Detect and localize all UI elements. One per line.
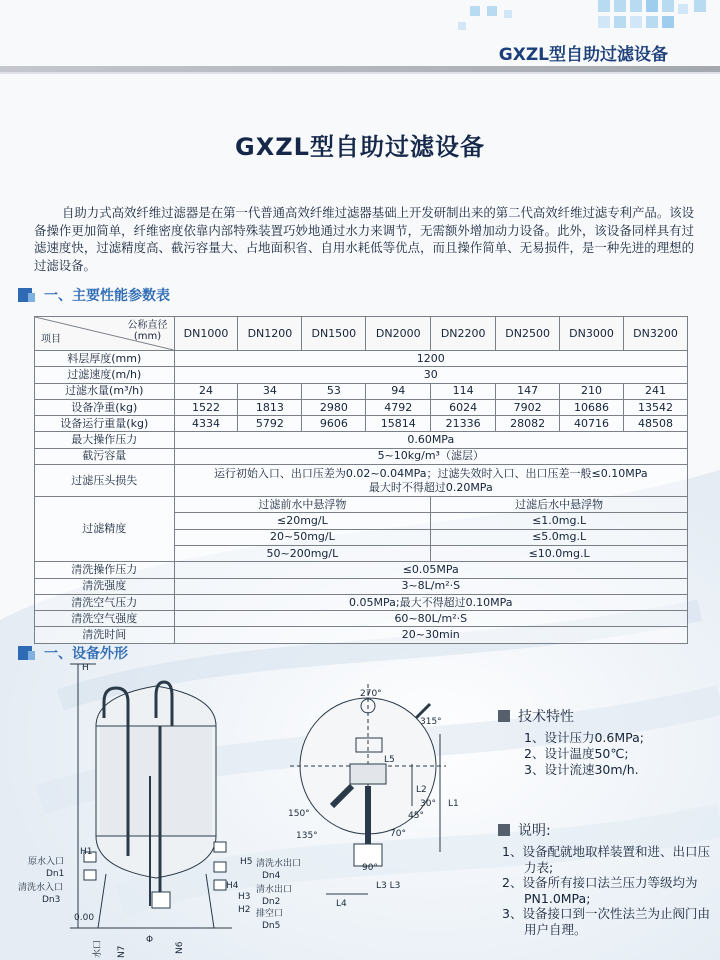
header-rule-light: [0, 72, 720, 74]
cell: 94: [366, 383, 431, 399]
table-row: [35, 611, 688, 627]
dim-label-H5: H5: [240, 857, 253, 867]
table-corner-cell: [35, 317, 175, 351]
table-row: [35, 432, 688, 448]
notes-heading: [498, 820, 710, 840]
cell: 10686: [560, 399, 624, 415]
row-label: 设备运行重量(kg): [35, 416, 175, 432]
column-header: DN3000: [560, 317, 624, 351]
intro-paragraph: 自助力式高效纤维过滤器是在第一代普通高效纤维过滤器基础上开发研制出来的第二代高效纤维过滤专利产品。该设备操作更加简单，纤维密度依靠内部特殊装置巧妙地通过水力来调节，无需额外增加动力设备。此外，该设备同样具有过滤速度快，过滤精度高、截污容量大、占地面积省、自用水耗低等优点，而且操作简单、无易损件，是一种先进的理想的过滤设备。: [34, 205, 694, 273]
dim-label-L4: L4: [336, 899, 347, 909]
column-header: DN2500: [496, 317, 560, 351]
feature-item: 3、设计流速30m/h.: [524, 762, 639, 777]
dn4-label: Dn4: [262, 871, 281, 881]
dim-label-H2: H2: [238, 905, 251, 915]
row-value: 60~80L/m²·S: [174, 611, 687, 627]
section-title: 一、设备外形: [44, 646, 128, 662]
cell: 40716: [560, 416, 624, 432]
angle-135-label: 135°: [296, 831, 318, 841]
row-label: 过滤速度(m/h): [35, 367, 175, 383]
features-title: 技术特性: [518, 709, 574, 725]
table-row: [35, 594, 688, 610]
dn5-label: Dn5: [262, 921, 281, 931]
table-row: [35, 578, 688, 594]
row-label: 清洗时间: [35, 627, 175, 643]
table-row: [35, 465, 688, 497]
parameter-table: [34, 316, 688, 644]
head-loss-line1: 运行初始入口、出口压差为0.02~0.04MPa；过滤失效时入口、出口压差一般≤0.10MPa: [213, 466, 648, 480]
corner-bottom-label: 项目: [41, 334, 61, 345]
cell: 7902: [496, 399, 560, 415]
note-item: 1、设备配就地取样装置和进、出口压力表;: [502, 844, 710, 875]
cell: 20~50mg/L: [174, 529, 431, 545]
row-value: ≤0.05MPa: [174, 562, 687, 578]
row-value: 30: [174, 367, 687, 383]
row-label: 清洗空气强度: [35, 611, 175, 627]
cell: 4334: [174, 416, 238, 432]
cell: 5792: [238, 416, 302, 432]
table-row: [35, 448, 688, 464]
row-value: 3~8L/m²·S: [174, 578, 687, 594]
dim-label-L1: L1: [448, 799, 459, 809]
cell: 241: [623, 383, 687, 399]
section-title: 一、主要性能参数表: [44, 288, 170, 304]
angle-45-label: 45°: [408, 811, 424, 821]
clean-water-outlet-label: 清水出口: [256, 885, 293, 895]
cell: 210: [560, 383, 624, 399]
table-row: [35, 627, 688, 643]
cell: 48508: [623, 416, 687, 432]
row-label: 过滤精度: [35, 497, 175, 562]
cell: 13542: [623, 399, 687, 415]
cell: 24: [174, 383, 238, 399]
corner-top-label: 公称直径 (mm): [127, 320, 168, 342]
features-heading: [498, 706, 644, 726]
cell: 50~200mg/L: [174, 545, 431, 561]
side-view-drawing: [70, 664, 232, 928]
table-row: [35, 562, 688, 578]
angle-150-label: 150°: [288, 809, 310, 819]
wash-water-outlet-label: 清洗水出口: [256, 859, 302, 869]
dim-label-H4: H4: [226, 881, 239, 891]
precision-before-header: 过滤前水中悬浮物: [174, 497, 431, 513]
cell: 4792: [366, 399, 431, 415]
section-heading-parameters: [18, 285, 170, 305]
n6-label: N6: [175, 941, 185, 954]
precision-after-header: 过滤后水中悬浮物: [431, 497, 688, 513]
table-row: [35, 383, 688, 399]
dim-label-H: H: [82, 663, 89, 673]
angle-70-label: 70°: [390, 829, 406, 839]
n7-label: N7: [117, 945, 127, 958]
phi-label: Φ: [146, 935, 154, 945]
square-bullet-icon: [18, 288, 32, 302]
cell: 21336: [431, 416, 496, 432]
table-row: [35, 367, 688, 383]
head-loss-line2: 最大时不得超过0.20MPa: [368, 480, 493, 494]
row-label: 清洗强度: [35, 578, 175, 594]
bottom-outlet-label: 水口: [93, 939, 103, 958]
row-label: 清洗空气压力: [35, 594, 175, 610]
dn3-label: Dn3: [42, 895, 61, 905]
column-header: DN1000: [174, 317, 238, 351]
table-row: [35, 351, 688, 367]
angle-270-label: 270°: [360, 689, 382, 699]
cell: 1813: [238, 399, 302, 415]
column-header: DN1200: [238, 317, 302, 351]
row-value: 20~30min: [174, 627, 687, 643]
column-header: DN3200: [623, 317, 687, 351]
row-label: 料层厚度(mm): [35, 351, 175, 367]
dn1-label: Dn1: [46, 869, 65, 879]
square-bullet-icon: [498, 824, 510, 836]
cell: 53: [302, 383, 366, 399]
dim-label-H3: H3: [238, 892, 251, 902]
cell: 15814: [366, 416, 431, 432]
table-row: [35, 416, 688, 432]
technical-features: [498, 706, 644, 778]
table-row: [35, 399, 688, 415]
note-item: 2、设备所有接口法兰压力等级均为PN1.0MPa;: [502, 875, 698, 906]
row-label: 最大操作压力: [35, 432, 175, 448]
dim-label-L2: L2: [416, 785, 427, 795]
raw-water-inlet-label: 原水入口: [28, 857, 65, 867]
feature-item: 1、设计压力0.6MPa;: [524, 730, 644, 745]
feature-item: 2、设计温度50℃;: [524, 746, 629, 761]
row-value: 1200: [174, 351, 687, 367]
dim-label-L3: L3 L3: [376, 881, 401, 891]
row-value: 0.05MPa;最大不得超过0.10MPa: [174, 594, 687, 610]
cell: 1522: [174, 399, 238, 415]
note-item: 3、设备接口到一次性法兰为止阀门由用户自理。: [502, 906, 710, 937]
header-title: GXZL型自助过滤设备: [498, 45, 668, 65]
drain-label: 排空口: [256, 909, 284, 919]
row-value: [174, 465, 687, 497]
row-label: 设备净重(kg): [35, 399, 175, 415]
column-header: DN2200: [431, 317, 496, 351]
cell: 9606: [302, 416, 366, 432]
dn2-label: Dn2: [262, 897, 281, 907]
angle-315-label: 315°: [420, 717, 442, 727]
cell: 28082: [496, 416, 560, 432]
row-value: 0.60MPa: [174, 432, 687, 448]
elevation-zero-label: 0.00: [74, 913, 95, 923]
cell: 34: [238, 383, 302, 399]
cell: ≤5.0mg.L: [431, 529, 688, 545]
row-label: 过滤压头损失: [35, 465, 175, 497]
square-bullet-icon: [498, 710, 510, 722]
notes: [498, 820, 710, 937]
notes-title: 说明:: [518, 823, 551, 839]
row-value: 5~10kg/m³（滤层）: [174, 448, 687, 464]
cell: 6024: [431, 399, 496, 415]
row-label: 过滤水量(m³/h): [35, 383, 175, 399]
cell: 2980: [302, 399, 366, 415]
cell: 147: [496, 383, 560, 399]
angle-30-label: 30°: [420, 799, 436, 809]
cell: ≤10.0mg.L: [431, 545, 688, 561]
column-header: DN2000: [366, 317, 431, 351]
cell: ≤20mg/L: [174, 513, 431, 529]
dim-label-H1: H1: [80, 847, 93, 857]
cell: ≤1.0mg.L: [431, 513, 688, 529]
row-label: 清洗操作压力: [35, 562, 175, 578]
row-label: 截污容量: [35, 448, 175, 464]
angle-90-label: 90°: [362, 863, 378, 873]
dim-label-L5: L5: [384, 755, 395, 765]
cell: 114: [431, 383, 496, 399]
table-header-row: [35, 317, 688, 351]
table-row: [35, 497, 688, 513]
wash-water-inlet-label: 清洗水入口: [18, 883, 64, 893]
column-header: DN1500: [302, 317, 366, 351]
page-title: GXZL型自助过滤设备: [235, 133, 485, 161]
